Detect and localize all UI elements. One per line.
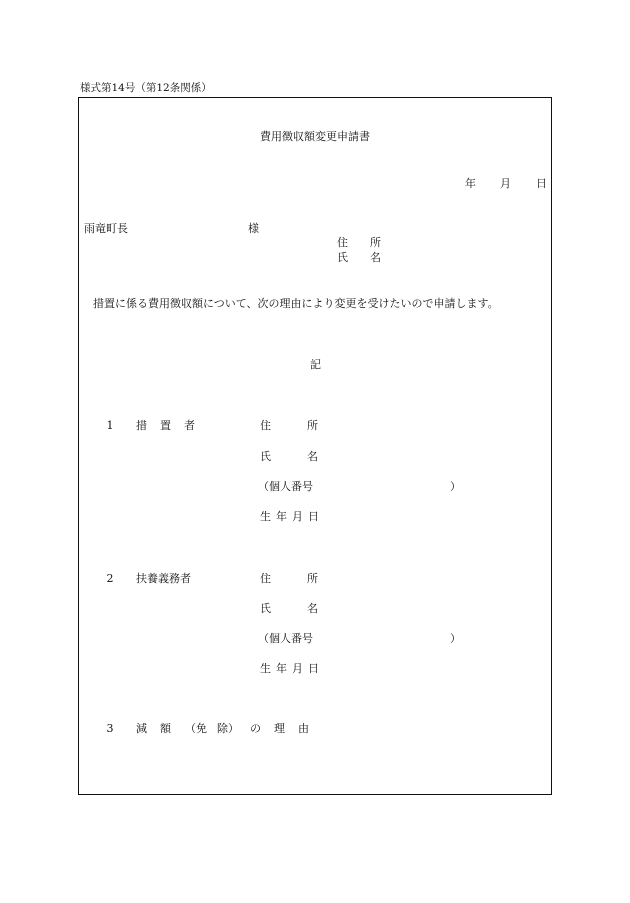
address-label-2: 所 (307, 572, 318, 585)
item-number: 3 (106, 722, 114, 735)
address-label-1: 住 (260, 572, 271, 585)
applicant-address-label-2: 所 (370, 236, 381, 249)
birthdate-label-char: 月 (292, 662, 303, 675)
item-label: 扶養義務者 (136, 572, 191, 585)
item-label-char: 置 (160, 419, 171, 432)
address-label-1: 住 (260, 419, 271, 432)
form-title: 費用徴収額変更申請書 (260, 130, 370, 143)
birthdate-label-char: 日 (308, 662, 319, 675)
recipient-honorific: 様 (248, 222, 259, 235)
item-label-char: 除） (217, 722, 239, 735)
request-statement: 措置に係る費用徴収額について、次の理由により変更を受けたいので申請します。 (93, 297, 499, 310)
applicant-name-label-1: 氏 (337, 251, 348, 264)
date-month-label: 月 (500, 177, 511, 190)
item-number: 2 (106, 572, 114, 585)
birthdate-label-char: 日 (308, 510, 319, 523)
name-label-2: 名 (307, 602, 318, 615)
mynumber-label: （個人番号 (258, 480, 313, 493)
birthdate-label-char: 生 (260, 662, 271, 675)
name-label-2: 名 (307, 450, 318, 463)
birthdate-label-char: 月 (292, 510, 303, 523)
applicant-address-label-1: 住 (337, 236, 348, 249)
name-label-1: 氏 (260, 450, 271, 463)
name-label-1: 氏 (260, 602, 271, 615)
ki-heading: 記 (310, 358, 321, 371)
form-number: 様式第14号（第12条関係） (80, 82, 212, 94)
mynumber-close-paren: ） (450, 632, 461, 645)
item-label-char: 者 (184, 419, 195, 432)
item-label-char: 減 (136, 722, 147, 735)
mynumber-label: （個人番号 (258, 632, 313, 645)
applicant-name-label-2: 名 (370, 251, 381, 264)
birthdate-label-char: 年 (276, 662, 287, 675)
mynumber-close-paren: ） (450, 480, 461, 493)
item-label-char: 理 (274, 722, 285, 735)
item-label-char: 措 (136, 419, 147, 432)
item-label-char: の (250, 722, 261, 735)
form-frame (78, 97, 552, 795)
item-number: 1 (106, 419, 114, 432)
address-label-2: 所 (307, 419, 318, 432)
birthdate-label-char: 年 (276, 510, 287, 523)
date-year-label: 年 (465, 177, 476, 190)
date-day-label: 日 (536, 177, 547, 190)
item-label-char: 額 (160, 722, 171, 735)
recipient-name: 雨竜町長 (84, 222, 128, 235)
item-label-char: 由 (298, 722, 309, 735)
item-label-char: （免 (185, 722, 207, 735)
birthdate-label-char: 生 (260, 510, 271, 523)
